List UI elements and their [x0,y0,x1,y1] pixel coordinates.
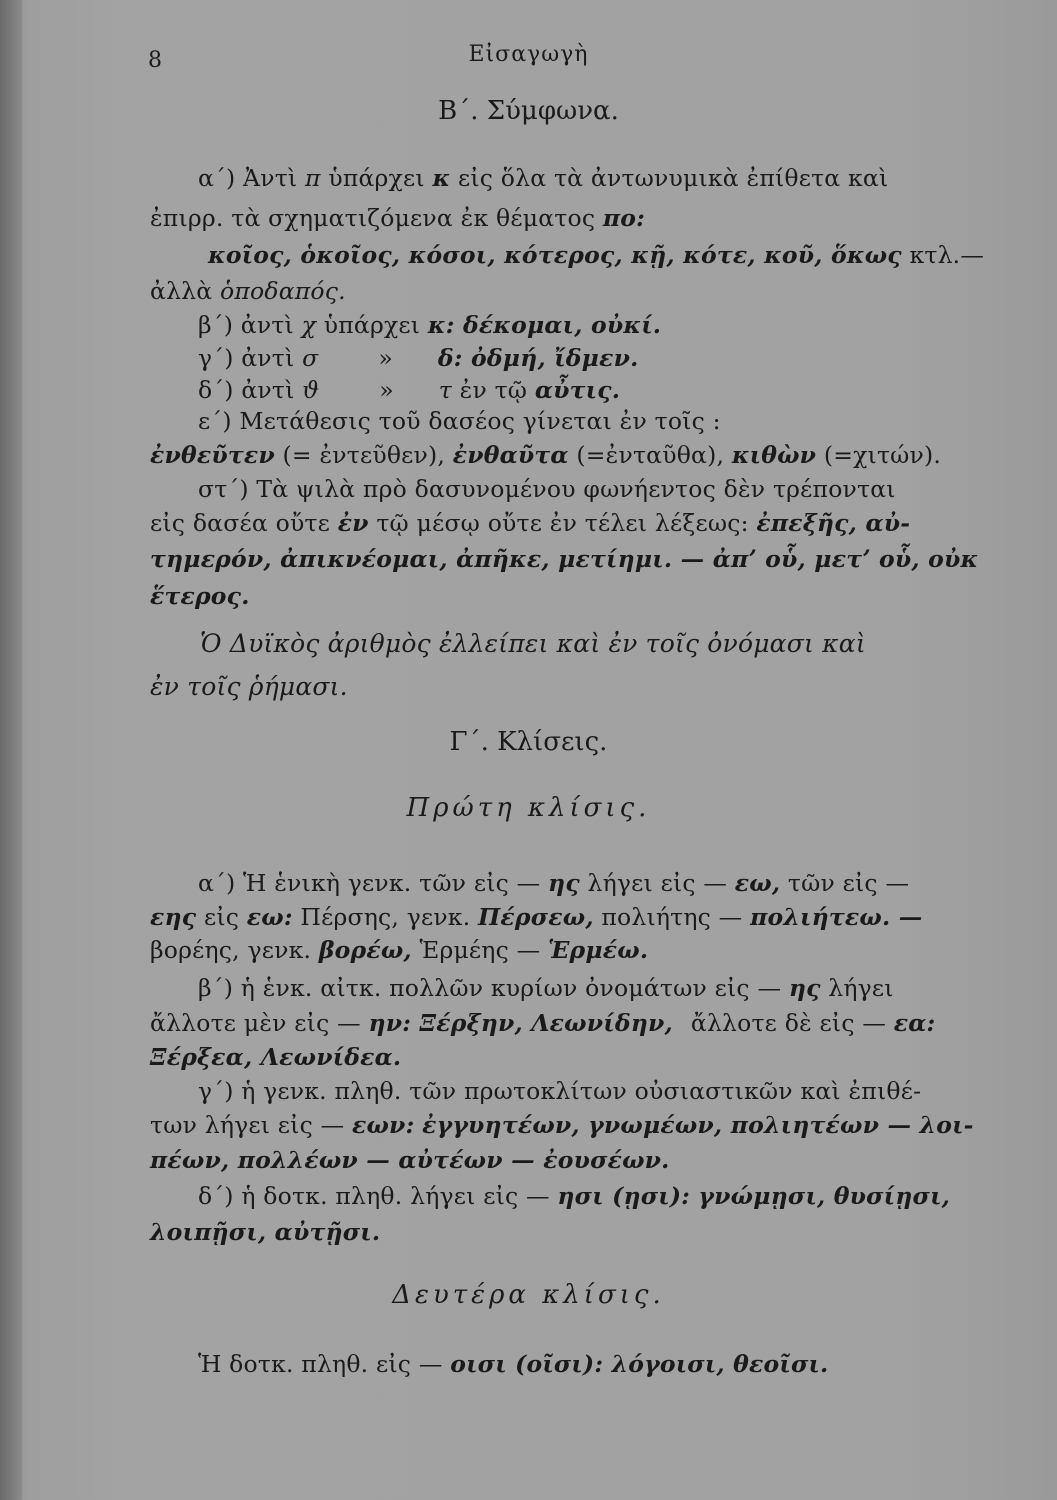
text-line-14: Ὁ Δυϊκὸς ἀριθμὸς ἐλλείπει καὶ ἐν τοῖς ὀνόμασι καὶ [200,629,866,658]
page-number: 8 [148,48,162,73]
text-line-22: γ΄) ἡ γενκ. πληθ. τῶν πρωτοκλίτων οὐσιαστικῶν καὶ ἐπιθέ- [198,1077,922,1105]
text-line-5: β΄) ἀντὶ χ ὑπάρχει κ: δέκομαι, οὐκί. [198,311,662,339]
text-line-17: εης εἰς εω: Πέρσης, γενκ. Πέρσεω, πολιήτης — πολιήτεω. — [150,903,923,931]
text-line-9: ἐνθεῦτεν (= ἐντεῦθεν), ἐνθαῦτα (=ἐνταῦθα), κιθὼν (=χιτών). [150,441,942,469]
text-line-4: ἀλλὰ ὁποδαπός. [150,277,346,305]
text-line-27: Ἡ δοτκ. πληθ. εἰς — οισι (οῖσι): λόγοισι, θεοῖσι. [198,1350,829,1378]
text-line-8: ε΄) Μετάθεσις τοῦ δασέος γίνεται ἐν τοῖς : [198,407,721,435]
text-line-13: ἕτερος. [150,582,250,610]
text-line-25: δ΄) ἡ δοτκ. πληθ. λήγει εἰς — ησι (ῃσι): γνώμῃσι, θυσίῃσι, [198,1182,951,1210]
running-title: Εἰσαγωγὴ [468,42,589,67]
text-line-12: τημερόν, ἀπικνέομαι, ἀπῆκε, μετίημι. — ἀπʼ οὗ, μετʼ οὗ, οὐκ [150,545,979,573]
section-title-consonants: Β΄. Σύμφωνα. [438,96,619,126]
text-line-3: κοῖος, ὁκοῖος, κόσοι, κότερος, κῇ, κότε, κοῦ, ὅκως κτλ.— [208,241,985,269]
text-line-15: ἐν τοῖς ῥήμασι. [150,672,348,701]
text-line-23: των λήγει εἰς — εων: ἐγγυητέων, γνωμέων, πολιητέων — λοι- [150,1111,974,1139]
text-line-10: στ΄) Τὰ ψιλὰ πρὸ δασυνομένου φωνήεντος δὲν τρέπονται [198,475,896,503]
text-line-6: γ΄) ἀντὶ σ » δ: ὀδμή, ἴδμεν. [198,344,639,372]
text-line-2: ἐπιρρ. τὰ σχηματιζόμενα ἐκ θέματος πο: [150,204,646,232]
text-line-26: λοιπῇσι, αὐτῇσι. [150,1218,381,1246]
text-line-1: α΄) Ἀντὶ π ὑπάρχει κ εἰς ὅλα τὰ ἀντωνυμικὰ ἐπίθετα καὶ [198,164,889,192]
section-title-declensions: Γ΄. Κλίσεις. [449,727,608,757]
text-line-20: ἄλλοτε μὲν εἰς — ην: Ξέρξην, Λεωνίδην, ἄλλοτε δὲ εἰς — εα: [150,1009,936,1037]
text-line-11: εἰς δασέα οὔτε ἐν τῷ μέσῳ οὔτε ἐν τέλει λέξεως: ἐπεξῆς, αὐ- [150,509,911,537]
text-line-18: βορέης, γενκ. βορέω, Ἑρμέης — Ἑρμέω. [150,936,649,964]
text-line-24: πέων, πολλέων — αὐτέων — ἐουσέων. [150,1146,670,1174]
text-line-19: β΄) ἡ ἑνκ. αἰτκ. πολλῶν κυρίων ὀνομάτων εἰς — ης λήγει [198,974,894,1002]
text-line-16: α΄) Ἡ ἑνικὴ γενκ. τῶν εἰς — ης λήγει εἰς — εω, τῶν εἰς — [198,869,910,897]
section-title-first-declension: Πρώτη κλίσις. [406,793,651,823]
text-line-21: Ξέρξεα, Λεωνίδεα. [150,1043,402,1071]
text-line-7: δ΄) ἀντὶ ϑ » τ ἐν τῷ αὖτις. [198,376,621,404]
section-title-second-declension: Δευτέρα κλίσις. [392,1280,665,1310]
